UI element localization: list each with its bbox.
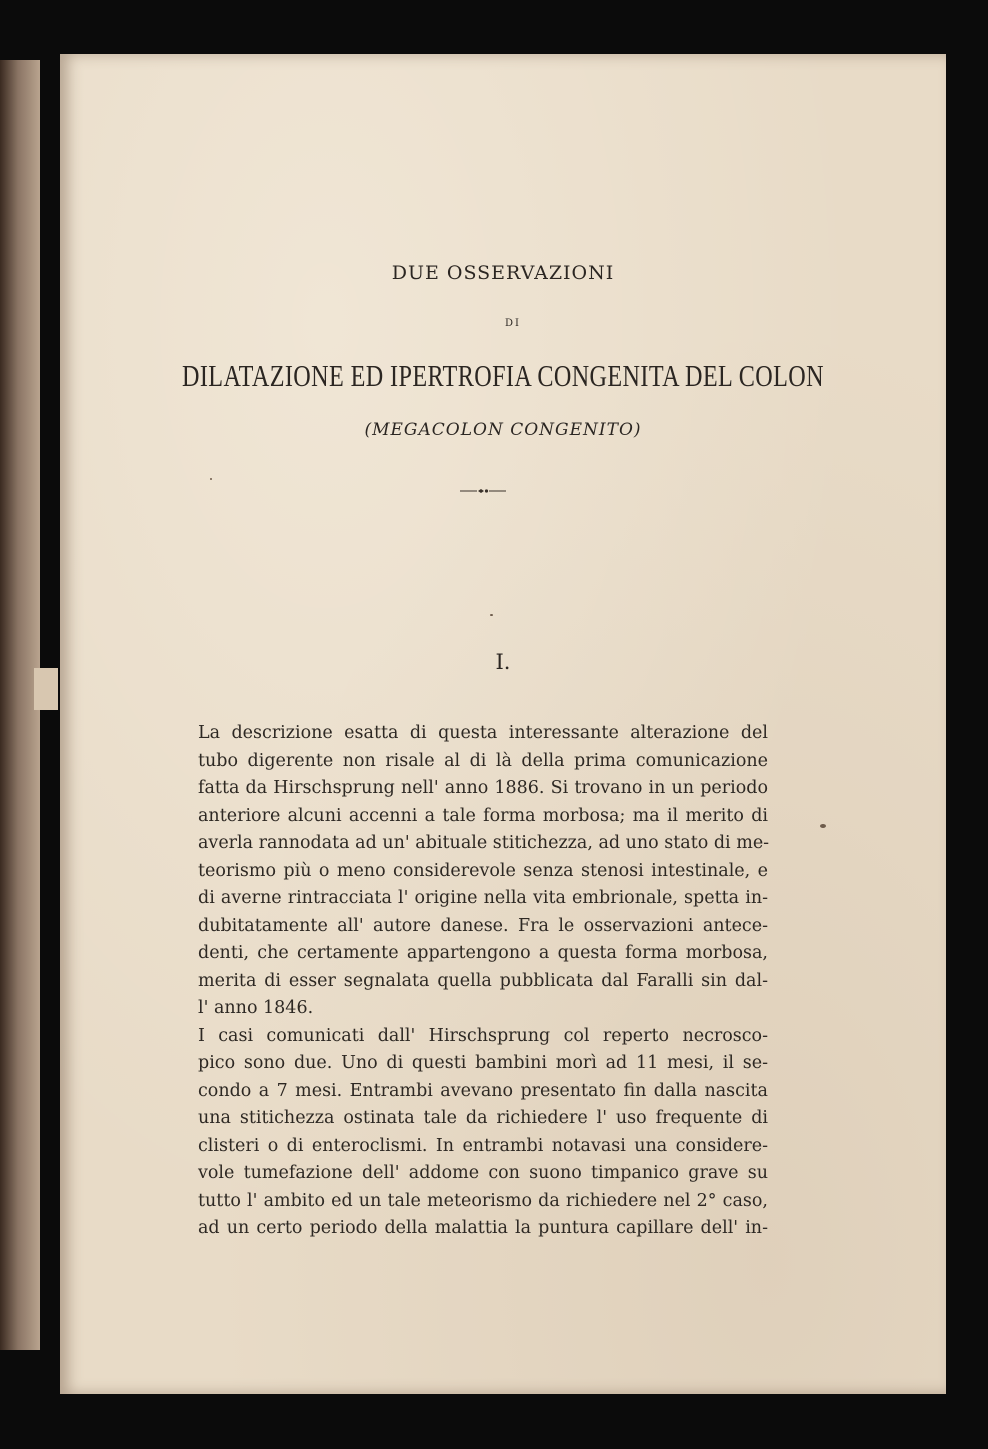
paragraph-2-line: clisteri o di enteroclismi. In entrambi notavasi una considere- xyxy=(198,1135,768,1156)
paper-speck xyxy=(210,478,212,480)
paragraph-2-line: I casi comunicati dall' Hirschsprung col reperto necrosco- xyxy=(198,1025,768,1046)
paragraph-1-line: anteriore alcuni accenni a tale forma morbosa; ma il merito di xyxy=(198,805,768,826)
ornament-divider xyxy=(460,486,506,496)
paragraph-1-line: di averne rintracciata l' origine nella vita embrionale, spetta in- xyxy=(198,888,768,908)
paragraph-2-line: ad un certo periodo della malattia la puntura capillare dell' in- xyxy=(198,1218,768,1238)
paragraph-1-line: l' anno 1846. xyxy=(198,998,314,1018)
paragraph-1-line: tubo digerente non risale al di là della prima comunicazione xyxy=(198,750,768,771)
paragraph-2-line: una stitichezza ostinata tale da richiedere l' uso frequente di xyxy=(198,1108,768,1128)
paragraph-1-line: merita di esser segnalata quella pubblicata dal Faralli sin dal- xyxy=(198,970,768,991)
paragraph-2-line: pico sono due. Uno di questi bambini morì ad 11 mesi, il se- xyxy=(198,1053,768,1073)
page-tab xyxy=(34,668,58,710)
paragraph-2-line: vole tumefazione dell' addome con suono timpanico grave su xyxy=(198,1163,768,1183)
book-page xyxy=(60,54,946,1394)
paragraph-2-line: tutto l' ambito ed un tale meteorismo da richiedere nel 2° caso, xyxy=(198,1190,768,1211)
paper-speck xyxy=(820,824,826,828)
paper-speck xyxy=(490,614,493,616)
paragraph-1-line: fatta da Hirschsprung nell' anno 1886. Si trovano in un periodo xyxy=(198,778,768,798)
paragraph-1-line: averla rannodata ad un' abituale stitichezza, ad uno stato di me- xyxy=(198,833,770,853)
body-text xyxy=(198,720,768,1243)
paragraph-1-line: dubitatamente all' autore danese. Fra le osservazioni antece- xyxy=(198,915,768,936)
heading-connective: DI xyxy=(505,318,521,329)
heading-main: DILATAZIONE ED IPERTROFIA CONGENITA DEL COLON xyxy=(182,358,824,393)
paragraph-1-line: La descrizione esatta di questa interessante alterazione del xyxy=(198,723,768,743)
heading-subtitle: (MEGACOLON CONGENITO) xyxy=(364,420,642,440)
heading-top: DUE OSSERVAZIONI xyxy=(391,262,615,284)
paragraph-1-line: teorismo più o meno considerevole senza stenosi intestinale, e xyxy=(198,860,768,881)
paragraph-2-line: condo a 7 mesi. Entrambi avevano presentato fin dalla nascita xyxy=(198,1080,768,1101)
section-numeral: I. xyxy=(495,650,511,674)
paragraph-1-line: denti, che certamente appartengono a questa forma morbosa, xyxy=(198,943,768,963)
